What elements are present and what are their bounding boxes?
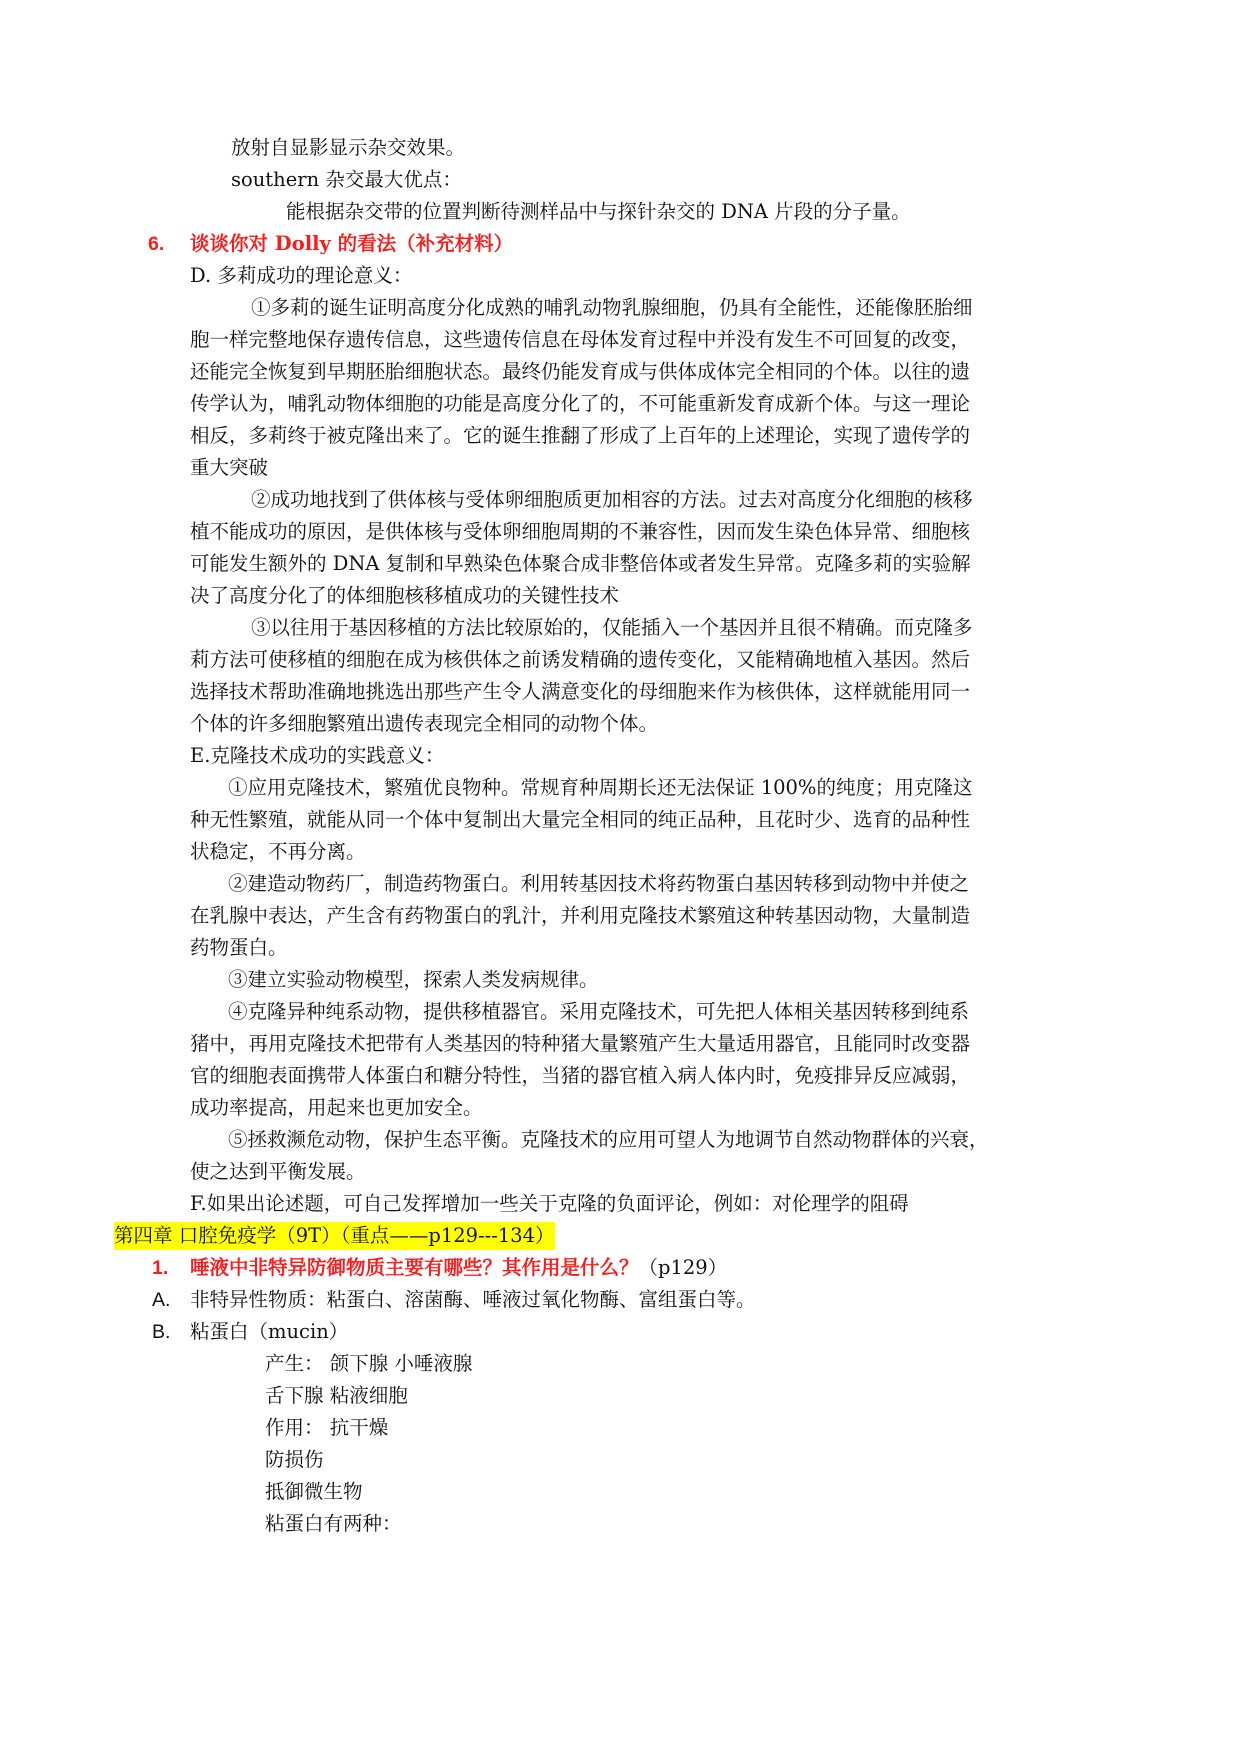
paragraph-line: 可能发生额外的 DNA 复制和早熟染色体聚合成非整倍体或者发生异常。克隆多莉的实验解 (190, 552, 971, 575)
question-heading: 唾液中非特异防御物质主要有哪些？其作用是什么？ (190, 1256, 639, 1279)
paragraph-line: 选择技术帮助准确地挑选出那些产生令人满意变化的母细胞来作为核供体，这样就能用同一 (190, 680, 971, 703)
paragraph-line: 个体的许多细胞繁殖出遗传表现完全相同的动物个体。 (190, 712, 659, 735)
paragraph-line: 莉方法可使移植的细胞在成为核供体之前诱发精确的遗传变化，又能精确地植入基因。然后 (190, 648, 971, 671)
paragraph-line: 在乳腺中表达，产生含有药物蛋白的乳汁，并利用克隆技术繁殖这种转基因动物，大量制造 (190, 904, 971, 927)
section-title: E.克隆技术成功的实践意义： (190, 744, 445, 767)
chapter-heading: 第四章 口腔免疫学（9T）（重点——p129---134） (114, 1222, 555, 1250)
sub-item: 抵御微生物 (265, 1480, 363, 1503)
section-title: D. 多莉成功的理论意义： (190, 264, 413, 287)
paragraph-line: 传学认为，哺乳动物体细胞的功能是高度分化了的，不可能重新发育成新个体。与这一理论 (190, 392, 971, 415)
text-line: 能根据杂交带的位置判断待测样品中与探针杂交的 DNA 片段的分子量。 (286, 200, 911, 223)
list-letter: A. (152, 1289, 171, 1311)
paragraph-line: ⑤拯救濒危动物，保护生态平衡。克隆技术的应用可望人为地调节自然动物群体的兴衰， (228, 1128, 989, 1151)
paragraph-line: F.如果出论述题，可自己发挥增加一些关于克隆的负面评论，例如：对伦理学的阻碍 (190, 1192, 909, 1215)
paragraph-line: ①多莉的诞生证明高度分化成熟的哺乳动物乳腺细胞，仍具有全能性，还能像胚胎细 (251, 296, 973, 319)
list-item-text: 粘蛋白（mucin） (190, 1320, 349, 1343)
paragraph-line: 使之达到平衡发展。 (190, 1160, 366, 1183)
question-heading-row (190, 1254, 727, 1282)
paragraph-line: 种无性繁殖，就能从同一个体中复制出大量完全相同的纯正品种，且花时少、选育的品种性 (190, 808, 971, 831)
paragraph-line: 胞一样完整地保存遗传信息，这些遗传信息在母体发育过程中并没有发生不可回复的改变， (190, 328, 971, 351)
question-heading: 谈谈你对 Dolly 的看法（补充材料） (190, 232, 514, 255)
list-letter: B. (152, 1321, 171, 1343)
paragraph-line: 植不能成功的原因，是供体核与受体卵细胞周期的不兼容性，因而发生染色体异常、细胞核 (190, 520, 971, 543)
paragraph-line: ③以往用于基因移植的方法比较原始的，仅能插入一个基因并且很不精确。而克隆多 (251, 616, 973, 639)
paragraph-line: ②成功地找到了供体核与受体卵细胞质更加相容的方法。过去对高度分化细胞的核移 (251, 488, 973, 511)
paragraph-line: 还能完全恢复到早期胚胎细胞状态。最终仍能发育成与供体成体完全相同的个体。以往的遗 (190, 360, 971, 383)
paragraph-line: 决了高度分化了的体细胞核移植成功的关键性技术 (190, 584, 620, 607)
page-reference: （p129） (638, 1256, 728, 1279)
paragraph-line: 药物蛋白。 (190, 936, 288, 959)
paragraph-line: ③建立实验动物模型，探索人类发病规律。 (228, 968, 599, 991)
paragraph-line: 状稳定，不再分离。 (190, 840, 366, 863)
paragraph-line: ④克隆异种纯系动物，提供移植器官。采用克隆技术，可先把人体相关基因转移到纯系 (228, 1000, 970, 1023)
text-line: southern 杂交最大优点： (231, 168, 462, 191)
paragraph-line: 成功率提高，用起来也更加安全。 (190, 1096, 483, 1119)
sub-item: 防损伤 (265, 1448, 324, 1471)
paragraph-line: 官的细胞表面携带人体蛋白和糖分特性，当猪的器官植入病人体内时，免疫排异反应减弱， (190, 1064, 971, 1087)
paragraph-line: 重大突破 (190, 456, 269, 479)
question-number: 1. (152, 1257, 169, 1279)
sub-item: 产生： 颌下腺 小唾液腺 (265, 1352, 473, 1375)
paragraph-line: 相反，多莉终于被克隆出来了。它的诞生推翻了形成了上百年的上述理论，实现了遗传学的 (190, 424, 971, 447)
list-item-text: 非特异性物质：粘蛋白、溶菌酶、唾液过氧化物酶、富组蛋白等。 (190, 1288, 756, 1311)
paragraph-line: ①应用克隆技术，繁殖优良物种。常规育种周期长还无法保证 100%的纯度；用克隆这 (228, 776, 973, 799)
sub-item: 舌下腺 粘液细胞 (265, 1384, 408, 1407)
paragraph-line: 猪中，再用克隆技术把带有人类基因的特种猪大量繁殖产生大量适用器官，且能同时改变器 (190, 1032, 971, 1055)
sub-item: 作用： 抗干燥 (265, 1416, 389, 1439)
sub-item: 粘蛋白有两种： (265, 1512, 402, 1535)
text-line: 放射自显影显示杂交效果。 (231, 136, 466, 159)
paragraph-line: ②建造动物药厂，制造药物蛋白。利用转基因技术将药物蛋白基因转移到动物中并使之 (228, 872, 970, 895)
question-number: 6. (148, 233, 165, 255)
